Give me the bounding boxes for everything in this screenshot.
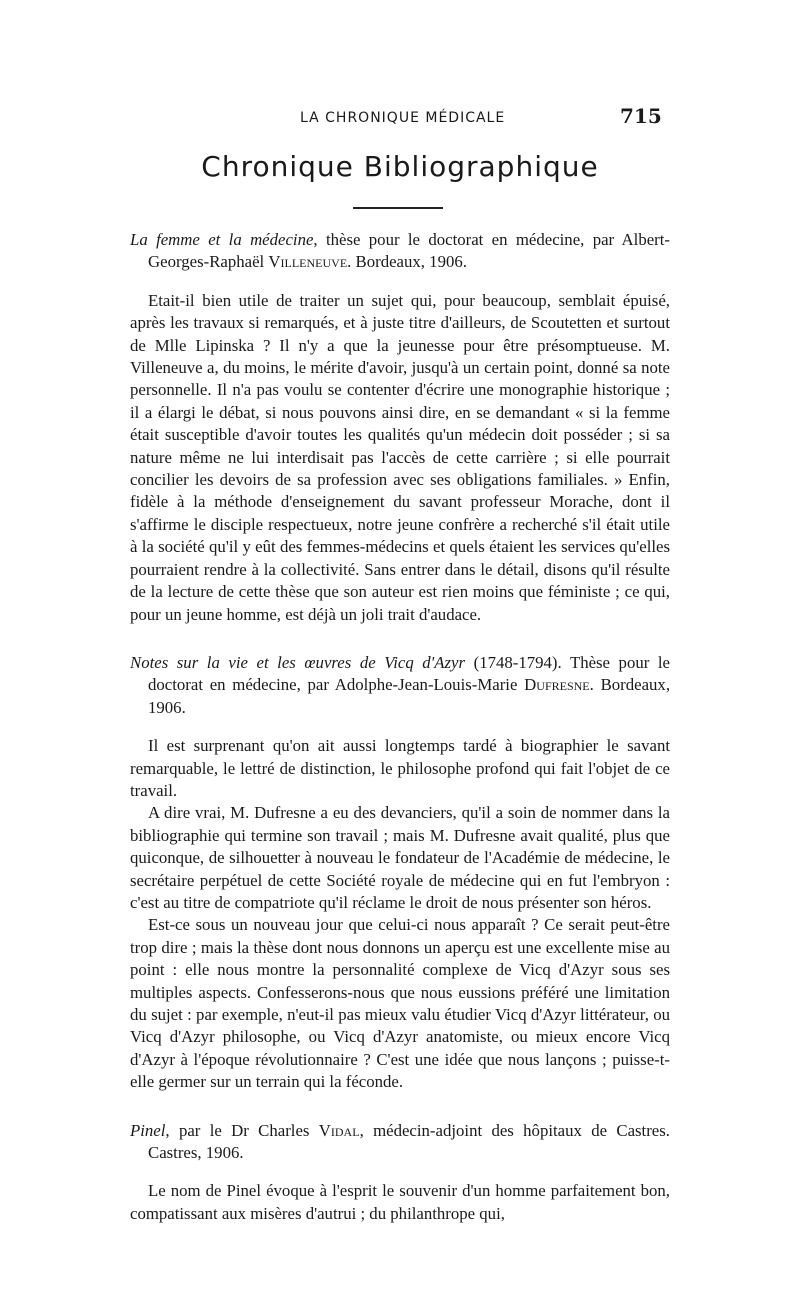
book-title: Pinel [130, 1120, 166, 1140]
review-reference-3 [130, 1120, 670, 1165]
reference-text: , médecin-adjoint des hôpitaux de Castres. Castres, 1906. [148, 1120, 670, 1163]
book-title: Notes sur la vie et les œuvres de Vicq d'Azyr [130, 652, 466, 672]
review-paragraph: A dire vrai, M. Dufresne a eu des devanciers, qu'il a soin de nommer dans la bibliographie qui termine son travail ; mais M. Dufresne avait qualité, plus que quiconque, de silhouetter à nouveau le fondateur de l'Académie de médecine, le secrétaire perpétuel de cette Société royale de médecine qui en fut l'embryon : c'est au titre de compatriote qu'il réclame le droit de nous présenter son héros. [130, 803, 670, 912]
running-title: LA CHRONIQUE MÉDICALE [300, 110, 506, 126]
page-number: 715 [620, 104, 662, 128]
reference-text: . Bordeaux, 1906. [347, 252, 467, 272]
title-rule [353, 207, 443, 209]
article-body [130, 229, 670, 1225]
book-title: La femme et la médecine [130, 230, 314, 249]
review-paragraph: Il est surprenant qu'on ait aussi longtemps tardé à biographier le savant remarquable, le lettré de distinction, le philosophe profond qui fait l'objet de ce travail. [130, 736, 670, 800]
author-name: Vidal [318, 1120, 360, 1140]
review-paragraph: Etait-il bien utile de traiter un sujet qui, pour beaucoup, semblait épuisé, après les travaux si remarqués, et à juste titre d'ailleurs, de Scoutetten et surtout de Mlle Lipinska ? Il n'y a que la jeunesse pour être présomptueuse. M. Villeneuve a, du moins, le mérite d'avoir, jusqu'à un certain point, donné sa note personnelle. Il n'a pas voulu se contenter d'écrire une monographie historique ; il a élargi le débat, si nous pouvons ainsi dire, en se demandant « si la femme était susceptible d'avoir toutes les qualités qu'un médecin doit posséder ; si sa nature même ne lui interdisait pas l'accès de cette carrière ; si elle pourrait concilier les devoirs de sa profession avec ses obligations familiales. » Enfin, fidèle à la méthode d'enseignement du savant professeur Morache, dont il s'affirme le disciple respectueux, notre jeune confrère a recherché s'il était utile à la société qu'il y eût des femmes-médecins et quels étaient les services qu'elles pourraient rendre à la collectivité. Sans entrer dans le détail, disons qu'il résulte de la lecture de cette thèse que son auteur est rien moins que féministe ; ce qui, pour un jeune homme, est déjà un joli trait d'audace. [130, 290, 670, 624]
review-reference-1 [130, 229, 670, 274]
reference-text: (1748-1794). Thèse pour le doctorat en médecine, par Adolphe-Jean-Louis-Marie [148, 652, 670, 695]
reference-text: , par le Dr Charles [165, 1120, 319, 1140]
section-title: Chronique Bibliographique [201, 150, 599, 183]
review-paragraph: Le nom de Pinel évoque à l'esprit le souvenir d'un homme parfaitement bon, compatissant aux misères d'autrui ; du philanthrope qui, [130, 1181, 670, 1223]
reference-text: , thèse pour le doctorat en médecine, par Albert-Georges-Raphaël [148, 230, 670, 272]
reference-text: . Bordeaux, 1906. [148, 675, 671, 717]
review-paragraph: Est-ce sous un nouveau jour que celui-ci nous apparaît ? Ce serait peut-être trop dire ; mais la thèse dont nous donnons un aperçu est une excellente mise au point : elle nous montre la personnalité complexe de Vicq d'Azyr sous ses multiples aspects. Confesserons-nous que nous eussions préféré une limitation du sujet : par exemple, n'eut-il pas mieux valu étudier Vicq d'Azyr littérateur, ou Vicq d'Azyr philosophe, ou Vicq d'Azyr anatomiste, ou mieux encore Vicq d'Azyr à l'époque révolutionnaire ? C'est une idée que nous lançons ; puisse-t-elle germer sur un terrain qui la féconde. [130, 915, 670, 1092]
author-name: Villeneuve [268, 252, 348, 272]
review-reference-2 [130, 652, 670, 719]
author-name: Dufresne [524, 675, 590, 695]
